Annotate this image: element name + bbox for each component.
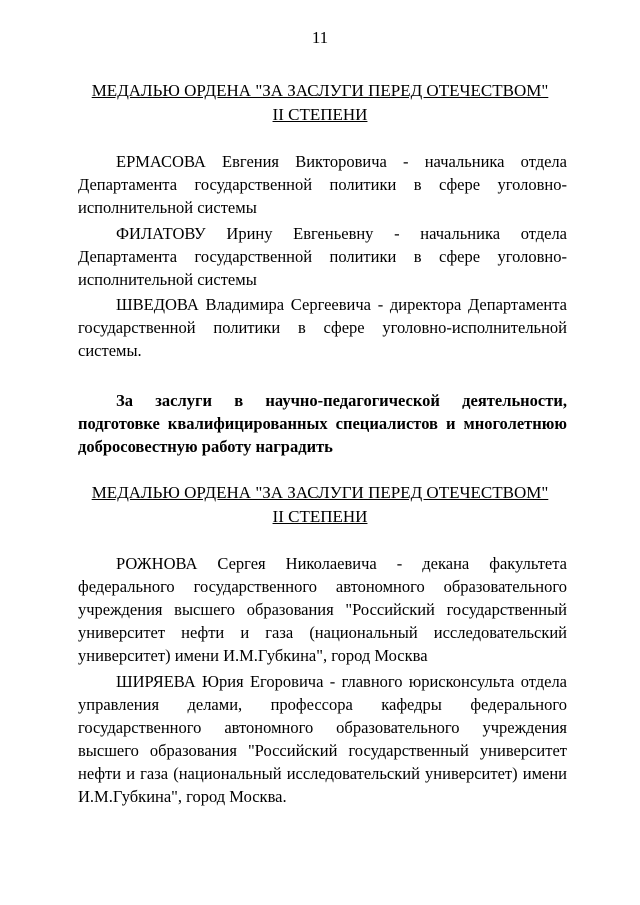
section2-entry: РОЖНОВА Сергея Николаевича - декана факультета федерального государственного автономного образовательного учреждения высшего образования "Российский государственный университет нефти и газа (национальный исследовательский университет) имени И.М.Губкина", город Москва [78,554,567,665]
section2-heading-line1: МЕДАЛЬЮ ОРДЕНА "ЗА ЗАСЛУГИ ПЕРЕД ОТЕЧЕСТВОМ" [91,483,549,502]
page-number: 11 [311,28,329,47]
section1-entry: ШВЕДОВА Владимира Сергеевича - директора Департамента государственной политики в сфере уголовно-исполнительной системы. [78,295,567,360]
section1-heading-line1: МЕДАЛЬЮ ОРДЕНА "ЗА ЗАСЛУГИ ПЕРЕД ОТЕЧЕСТВОМ" [91,81,549,100]
section2-entry: ШИРЯЕВА Юрия Егоровича - главного юрисконсульта отдела управления делами, профессора кафедры федерального государственного автономного образовательного учреждения высшего образования "Российский государственный университет нефти и газа (национальный исследовательский университет) имени И.М.Губкина", город Москва. [78,672,567,806]
section1-heading-line2: II СТЕПЕНИ [272,105,368,124]
section1-heading [60,79,580,127]
section1-entry: ЕРМАСОВА Евгения Викторовича - начальника отдела Департамента государственной политики в сфере уголовно-исполнительной системы [78,152,567,217]
section2-heading-line2: II СТЕПЕНИ [272,507,368,526]
award-statement: За заслуги в научно-педагогической деятельности, подготовке квалифицированных специалистов и многолетнюю добросовестную работу наградить [78,391,567,456]
section1-entry: ФИЛАТОВУ Ирину Евгеньевну - начальника отдела Департамента государственной политики в сфере уголовно-исполнительной системы [78,224,567,289]
section2-heading [60,481,580,529]
